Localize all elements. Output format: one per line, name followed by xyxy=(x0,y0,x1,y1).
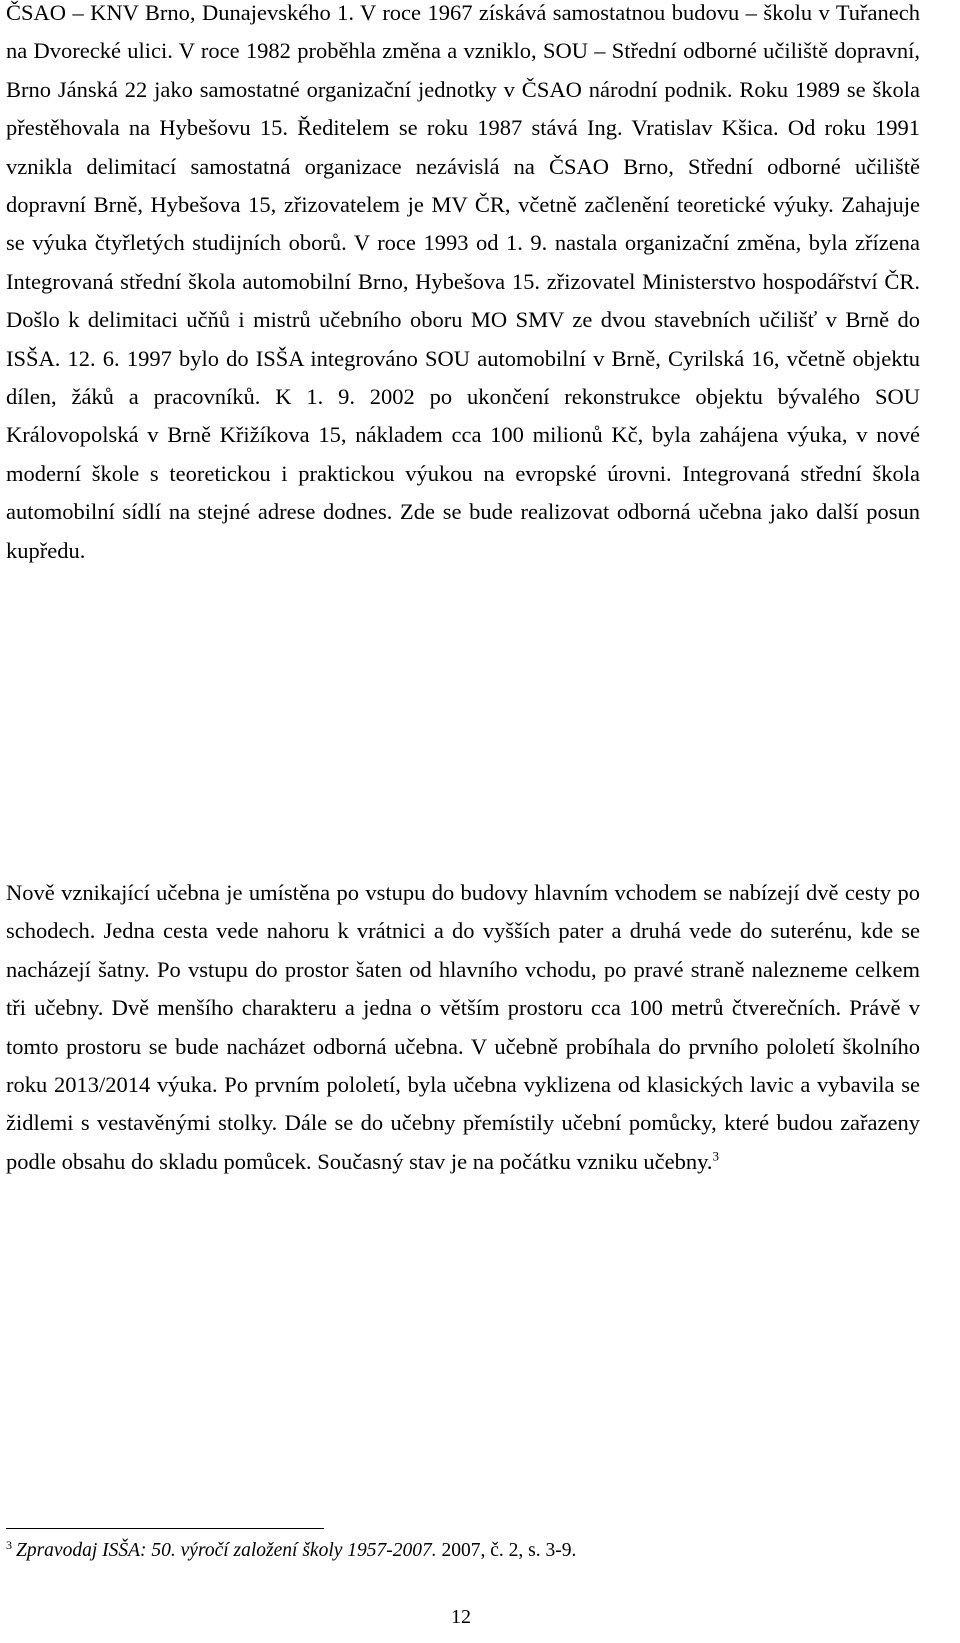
body-paragraph-history xyxy=(6,0,920,570)
paragraph-text: Nově vznikající učebna je umístěna po vstupu do budovy hlavním vchodem se nabízejí dvě cesty po schodech. Jedna cesta vede nahoru k vrátnici a do vyšších pater a druhá vede do suterénu, kde se nacházejí šatny. Po vstupu do prostor šaten od hlavního vchodu, po pravé straně nalezneme celkem tři učebny. Dvě menšího charakteru a jedna o větším prostoru cca 100 metrů čtverečních. Právě v tomto prostoru se bude nacházet odborná učebna. V učebně probíhala do prvního pololetí školního roku 2013/2014 výuka. Po prvním pololetí, byla učebna vyklizena od klasických lavic a vybavila se židlemi s vestavěnými stolky. Dále se do učebny přemístily učební pomůcky, které budou zařazeny podle obsahu do skladu pomůcek. Současný stav je na počátku vzniku učebny. xyxy=(6,880,920,1174)
body-paragraph-classroom xyxy=(6,874,920,1181)
page-number: 12 xyxy=(451,1606,471,1628)
footnote-separator xyxy=(6,1528,324,1529)
paragraph-text: ČSAO – KNV Brno, Dunajevského 1. V roce 1967 získává samostatnou budovu – školu v Tuřanech na Dvorecké ulici. V roce 1982 proběhla změna a vzniklo, SOU – Střední odborné učiliště dopravní, Brno Jánská 22 jako samostatné organizační jednotky v ČSAO národní podnik. Roku 1989 se škola přestěhovala na Hybešovu 15. Ředitelem se roku 1987 stává Ing. Vratislav Kšica. Od roku 1991 vznikla delimitací samostatná organizace nezávislá na ČSAO Brno, Střední odborné učiliště dopravní Brně, Hybešova 15, zřizovatelem je MV ČR, včetně začlenění teoretické výuky. Zahajuje se výuka čtyřletých studijních oborů. V roce 1993 od 1. 9. nastala organizační změna, byla zřízena Integrovaná střední škola automobilní Brno, Hybešova 15. zřizovatel Ministerstvo hospodářství ČR. Došlo k delimitaci učňů i mistrů učebního oboru MO SMV ze dvou stavebních učilišť v Brně do ISŠA. 12. 6. 1997 bylo do ISŠA integrováno SOU automobilní v Brně, Cyrilská 16, včetně objektu dílen, žáků a pracovníků. K 1. 9. 2002 po ukončení rekonstrukce objektu bývalého SOU Královopolská v Brně Křižíkova 15, nákladem cca 100 milionů Kč, byla zahájena výuka, v nové moderní škole s teoretickou i praktickou výukou na evropské úrovni. Integrovaná střední škola automobilní sídlí na stejné adrese dodnes. Zde se bude realizovat odborná učebna jako další posun kupředu. xyxy=(6,0,920,563)
footnote-number: 3 xyxy=(6,1537,12,1552)
footnote xyxy=(6,1538,920,1564)
footnote-source-title: Zpravodaj ISŠA: 50. výročí založení školy 1957-2007. xyxy=(16,1540,437,1561)
footnote-reference[interactable]: 3 xyxy=(712,1148,720,1164)
footnote-source-details: 2007, č. 2, s. 3-9. xyxy=(436,1540,577,1561)
